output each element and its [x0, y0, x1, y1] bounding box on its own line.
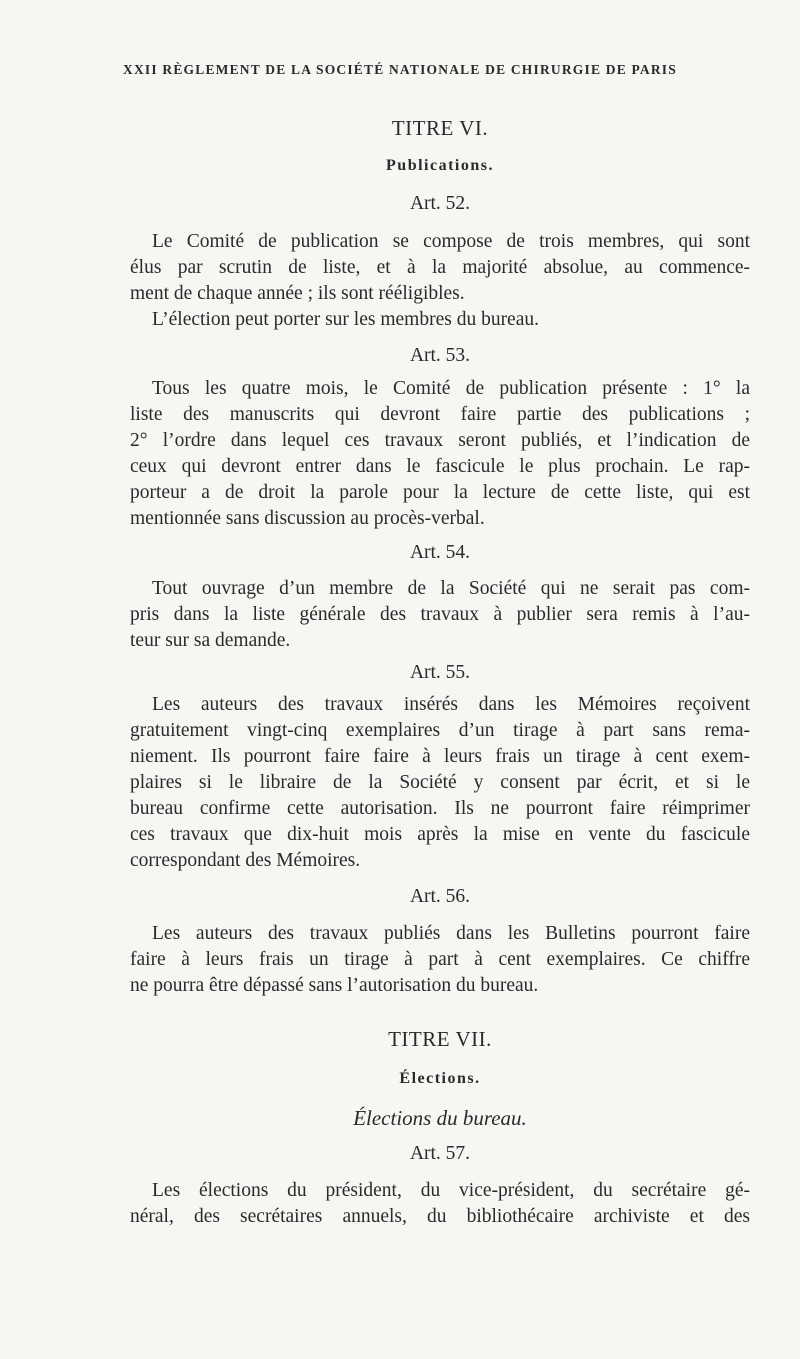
- article-label-text: Art. 57.: [409, 1143, 471, 1164]
- text-line: néral, des secrétaires annuels, du bibliothécaire archiviste et des: [130, 1206, 750, 1227]
- section-heading: Élections.: [399, 1070, 481, 1087]
- text-line: Tous les quatre mois, le Comité de publication présente : 1° la: [152, 378, 750, 399]
- article-label: [0, 1143, 800, 1165]
- article-paragraph: [130, 1178, 750, 1230]
- text-line: ces travaux que dix-huit mois après la mise en vente du fascicule: [130, 824, 750, 845]
- article-label-text: Art. 56.: [409, 886, 471, 907]
- text-line: niement. Ils pourront faire faire à leurs frais un tirage à cent exem-: [130, 746, 750, 767]
- article-label-text: Art. 53.: [409, 345, 471, 366]
- text-line: gratuitement vingt-cinq exemplaires d’un tirage à part sans rema-: [130, 720, 750, 741]
- section-title: TITRE VI.: [391, 116, 489, 140]
- text-line: mentionnée sans discussion au procès-verbal.: [130, 508, 485, 529]
- article-label: [0, 886, 800, 908]
- text-line: plaires si le libraire de la Société y consent par écrit, et si le: [130, 772, 750, 793]
- text-line: Les auteurs des travaux publiés dans les Bulletins pourront faire: [152, 923, 750, 944]
- article-paragraph: [130, 921, 750, 999]
- text-line: ment de chaque année ; ils sont rééligibles.: [130, 283, 465, 304]
- text-line: Tout ouvrage d’un membre de la Société qui ne serait pas com-: [152, 578, 750, 599]
- article-label-text: Art. 54.: [409, 542, 471, 563]
- text-line: L’élection peut porter sur les membres du bureau.: [152, 309, 539, 330]
- text-line: pris dans la liste générale des travaux à publier sera remis à l’au-: [130, 604, 750, 625]
- section-subheading: Élections du bureau.: [353, 1106, 527, 1130]
- text-line: bureau confirme cette autorisation. Ils ne pourront faire réimprimer: [130, 798, 750, 819]
- text-line: liste des manuscrits qui devront faire partie des publications ;: [130, 404, 750, 425]
- article-paragraph: [130, 307, 750, 333]
- section-title: TITRE VII.: [388, 1027, 492, 1051]
- article-paragraph: [130, 692, 750, 874]
- article-paragraph: [130, 229, 750, 307]
- article-label: [0, 345, 800, 367]
- text-line: Les élections du président, du vice-président, du secrétaire gé-: [152, 1180, 750, 1201]
- text-line: élus par scrutin de liste, et à la majorité absolue, au commence-: [130, 257, 750, 278]
- text-line: 2° l’ordre dans lequel ces travaux seront publiés, et l’indication de: [130, 430, 750, 451]
- article-label-text: Art. 55.: [409, 662, 471, 683]
- text-line: Les auteurs des travaux insérés dans les Mémoires reçoivent: [152, 694, 750, 715]
- article-paragraph: [130, 376, 750, 532]
- article-label: [0, 662, 800, 684]
- article-label: [0, 542, 800, 564]
- text-line: porteur a de droit la parole pour la lecture de cette liste, qui est: [130, 482, 750, 503]
- article-label-text: Art. 52.: [409, 193, 471, 214]
- section-heading: Publications.: [386, 157, 494, 174]
- text-line: teur sur sa demande.: [130, 630, 291, 651]
- article-label: [0, 193, 800, 215]
- text-line: ne pourra être dépassé sans l’autorisation du bureau.: [130, 975, 539, 996]
- text-line: correspondant des Mémoires.: [130, 850, 361, 871]
- text-line: ceux qui devront entrer dans le fascicule le plus prochain. Le rap-: [130, 456, 750, 477]
- text-line: Le Comité de publication se compose de trois membres, qui sont: [152, 231, 750, 252]
- running-header: XXII RÈGLEMENT DE LA SOCIÉTÉ NATIONALE DE CHIRURGIE DE PARIS: [123, 62, 677, 77]
- article-paragraph: [130, 576, 750, 654]
- text-line: faire à leurs frais un tirage à part à cent exemplaires. Ce chiffre: [130, 949, 750, 970]
